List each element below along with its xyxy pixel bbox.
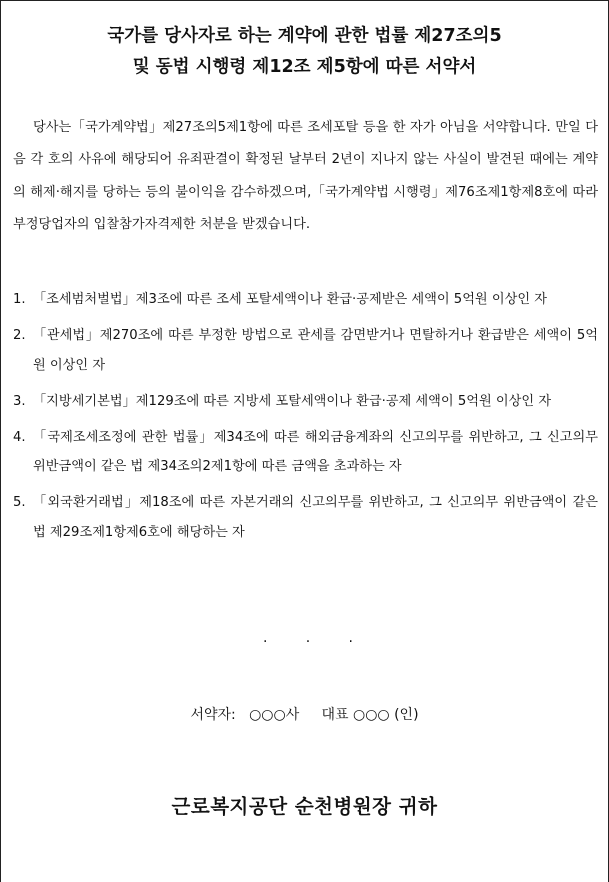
- document-title: [1, 21, 608, 83]
- title-line-1: 국가를 당사자로 하는 계약에 관한 법률 제27조의5: [107, 26, 502, 46]
- clause-item: [13, 285, 598, 315]
- clause-text: 「국제조세조정에 관한 법률」제34조에 따른 해외금융계좌의 신고의무를 위반하고, 그 신고의무 위반금액이 같은 법 제34조의2제1항에 따른 금액을 초과하는 자: [33, 429, 598, 474]
- clause-number: 1.: [13, 292, 26, 307]
- ellipsis-dots: [263, 630, 353, 646]
- dot: .: [348, 630, 353, 646]
- intro-paragraph: 당사는「국가계약법」제27조의5제1항에 따른 조세포탈 등을 한 자가 아님을 서약합니다. 만일 다음 각 호의 사유에 해당되어 유죄판결이 확정된 날부터 2년이 지나지 않는 사실이 발견된 때에는 계약의 해제·해지를 당하는 등의 불이익을 감수하겠으며,「국가계약법 시행령」제76조제1항제8호에 따라 부정당업자의 입찰참가자격제한 처분을 받겠습니다.: [13, 120, 598, 232]
- title-line-2: 및 동법 시행령 제12조 제5항에 따른 서약서: [132, 57, 477, 77]
- signature-line: 서약자: ○○○사 대표 ○○○ (인): [190, 707, 419, 723]
- clause-text: 「관세법」제270조에 따른 부정한 방법으로 관세를 감면받거나 면탈하거나 환급받은 세액이 5억원 이상인 자: [33, 328, 598, 373]
- clause-number: 2.: [13, 328, 26, 343]
- dot: .: [263, 630, 268, 646]
- clause-item: [13, 488, 598, 547]
- clause-text: 「조세범처벌법」제3조에 따른 조세 포탈세액이나 환급·공제받은 세액이 5억원 이상인 자: [33, 292, 548, 307]
- clause-number: 4.: [13, 429, 26, 445]
- clause-item: [13, 321, 598, 380]
- clause-text: 「외국환거래법」제18조에 따른 자본거래의 신고의무를 위반하고, 그 신고의무 위반금액이 같은 법 제29조제1항제6호에 해당하는 자: [33, 495, 598, 540]
- clause-item: [13, 387, 598, 417]
- recipient-line: 근로복지공단 순천병원장 귀하: [171, 795, 438, 818]
- clause-list: [13, 285, 598, 554]
- clause-item: [13, 423, 598, 482]
- clause-number: 5.: [13, 495, 26, 510]
- clause-number: 3.: [13, 393, 26, 409]
- clause-text: 「지방세기본법」제129조에 따른 지방세 포탈세액이나 환급·공제 세액이 5억원 이상인 자: [33, 393, 552, 409]
- dot: .: [305, 630, 311, 646]
